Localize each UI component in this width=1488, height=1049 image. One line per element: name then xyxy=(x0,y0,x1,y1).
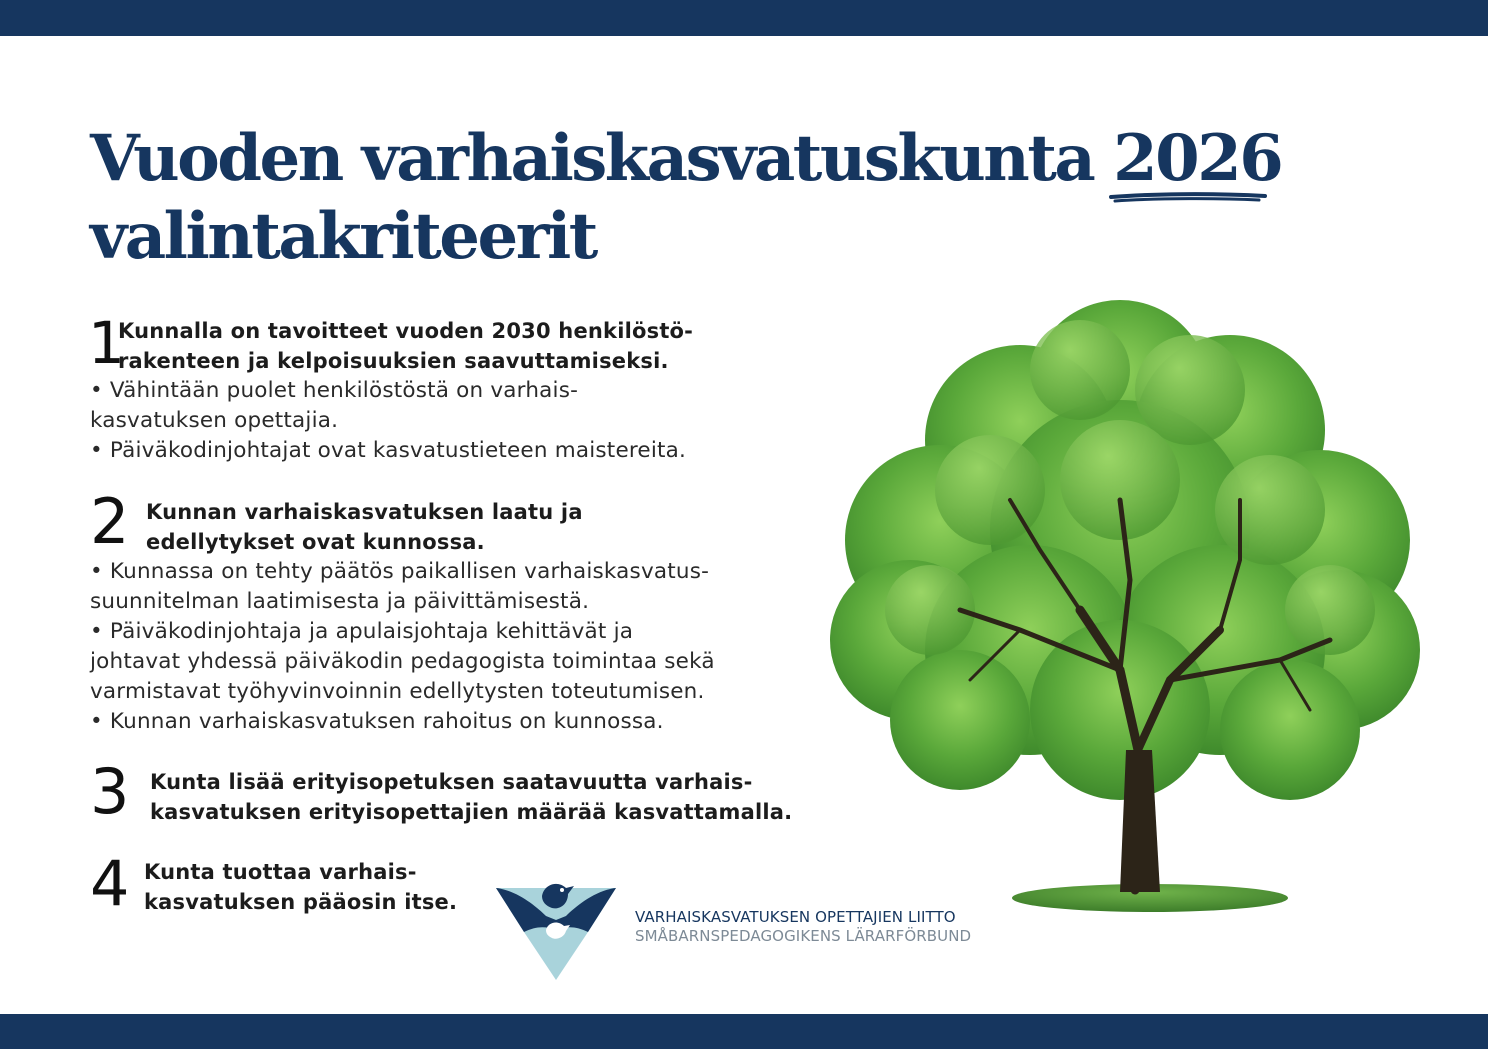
tree-illustration xyxy=(820,280,1440,920)
organization-name-fi: VARHAISKASVATUKSEN OPETTAJIEN LIITTO xyxy=(635,908,956,926)
criterion-bullet: • Kunnassa on tehty päätös paikallisen varhaiskasvatus- suunnitelman laatimisesta ja päivittämisestä. xyxy=(90,559,710,614)
criterion-bullet: • Päiväkodinjohtajat ovat kasvatustieteen maistereita. xyxy=(90,438,687,463)
criterion-3 xyxy=(90,755,793,828)
criterion-2 xyxy=(90,485,715,737)
page-title xyxy=(90,120,1281,276)
criterion-bullet: • Vähintään puolet henkilöstöstä on varhais- kasvatuksen opettajia. xyxy=(90,378,579,433)
bottom-banner xyxy=(0,1014,1488,1049)
criterion-bullet: • Kunnan varhaiskasvatuksen rahoitus on kunnossa. xyxy=(90,709,664,734)
criterion-heading: Kunta tuottaa varhais- kasvatuksen pääosin itse. xyxy=(144,860,458,914)
criterion-4 xyxy=(90,847,458,920)
criterion-bullet: • Päiväkodinjohtaja ja apulaisjohtaja kehittävät ja johtavat yhdessä päiväkodin pedagogista toimintaa sekä varmistavat työhyvinvoinnin edellytysten toteutumisen. xyxy=(90,619,715,704)
criterion-number: 4 xyxy=(90,847,130,920)
title-line-2: valintakriteerit xyxy=(90,199,596,274)
criterion-number: 3 xyxy=(90,755,130,828)
criterion-number: 2 xyxy=(90,485,130,558)
criterion-heading: Kunnalla on tavoitteet vuoden 2030 henkilöstö- rakenteen ja kelpoisuuksien saavuttamiseksi. xyxy=(118,319,694,373)
organization-name-sv: SMÅBARNSPEDAGOGIKENS LÄRARFÖRBUND xyxy=(635,927,972,945)
organization-name xyxy=(635,908,971,946)
brush-underline-icon xyxy=(1109,190,1267,206)
criterion-heading: Kunta lisää erityisopetuksen saatavuutta varhais- kasvatuksen erityisopettajien määrää kasvattamalla. xyxy=(150,770,793,824)
title-year: 2026 xyxy=(1113,120,1281,198)
top-banner xyxy=(0,0,1488,36)
bird-logo-icon xyxy=(496,876,616,980)
criterion-number: 1 xyxy=(88,309,125,377)
criterion-heading: Kunnan varhaiskasvatuksen laatu ja edellytykset ovat kunnossa. xyxy=(146,500,583,554)
criterion-1 xyxy=(88,309,694,466)
title-line-1: Vuoden varhaiskasvatuskunta xyxy=(90,121,1094,196)
